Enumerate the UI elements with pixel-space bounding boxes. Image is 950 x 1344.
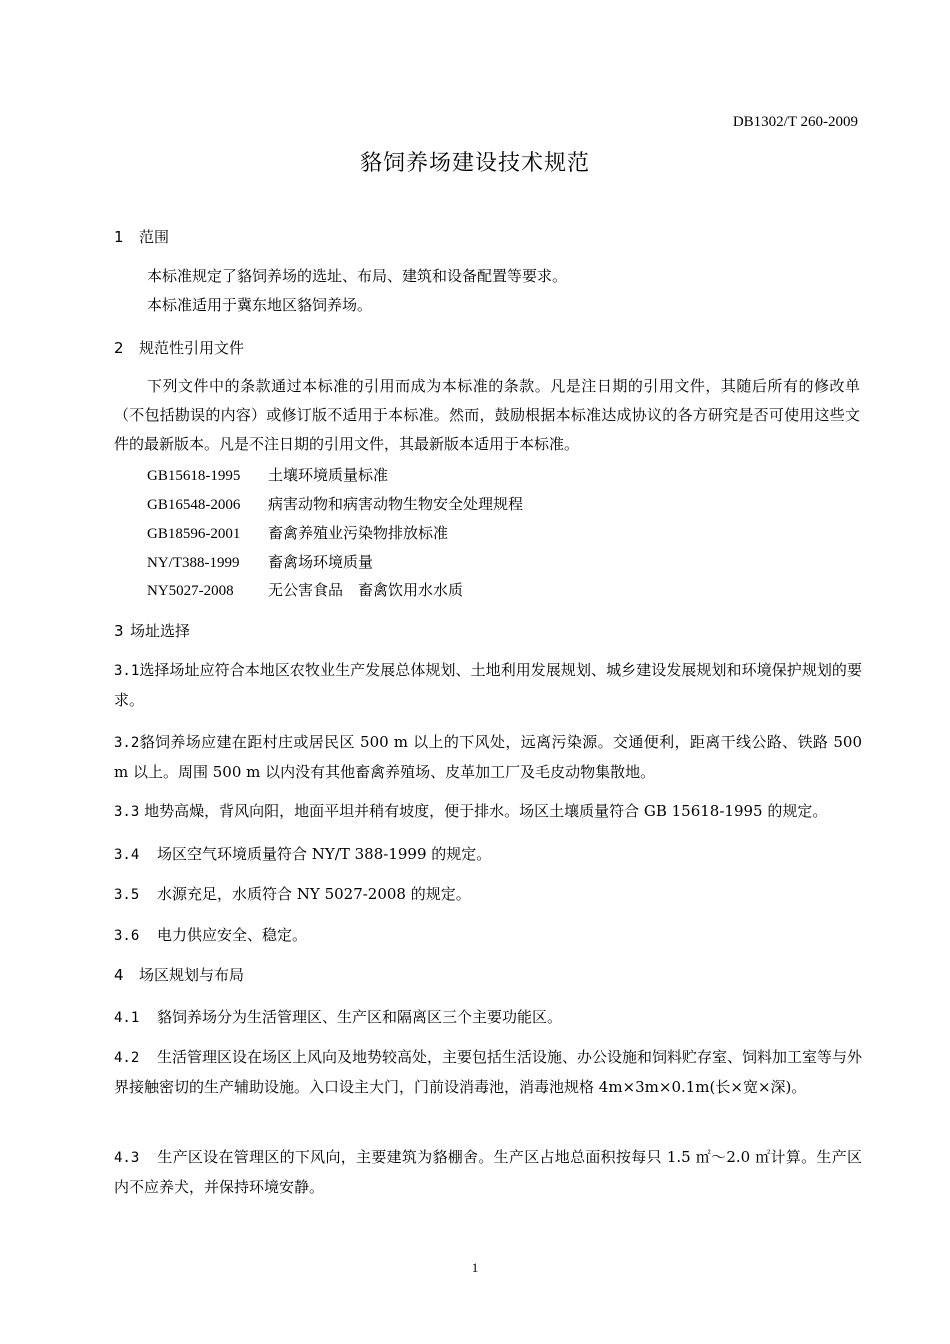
section-4-heading xyxy=(114,964,244,985)
reference-name: 无公害食品 畜禽饮用水水质 xyxy=(268,581,464,599)
section-1-title: 范围 xyxy=(139,228,170,246)
clause-number: 3.3 xyxy=(114,804,140,820)
section-3-title: 场址选择 xyxy=(130,622,191,640)
section-2-intro: 下列文件中的条款通过本标准的引用而成为本标准的条款。凡是注日期的引用文件，其随后所有的修改单（不包括勘误的内容）或修订版不适用于本标准。然而，鼓励根据本标准达成协议的各方研究是否可使用这些文件的最新版本。凡是不注日期的引用文件，其最新版本适用于本标准。 xyxy=(114,377,860,453)
reference-code: GB16548-2006 xyxy=(147,497,241,513)
section-1-paragraph-2: 本标准适用于冀东地区貉饲养场。 xyxy=(147,296,373,314)
section-2-title: 规范性引用文件 xyxy=(139,339,245,357)
reference-name: 病害动物和病害动物生物安全处理规程 xyxy=(268,495,524,513)
clause-3-1 xyxy=(114,656,862,715)
clause-number: 3.5 xyxy=(114,887,140,903)
clause-4-3 xyxy=(114,1143,862,1202)
clause-number: 4.1 xyxy=(114,1010,140,1026)
reference-name: 畜禽养殖业污染物排放标准 xyxy=(268,524,449,542)
reference-item xyxy=(147,551,373,572)
clause-3-2 xyxy=(114,728,862,787)
clause-text: 貉饲养场分为生活管理区、生产区和隔离区三个主要功能区。 xyxy=(157,1008,563,1026)
reference-item xyxy=(147,522,448,543)
clause-3-4 xyxy=(114,840,862,870)
document-title: 貉饲养场建设技术规范 xyxy=(359,151,590,176)
clause-4-2 xyxy=(114,1043,862,1102)
reference-item xyxy=(147,493,523,514)
reference-code: GB18596-2001 xyxy=(147,526,241,542)
clause-text: 电力供应安全、稳定。 xyxy=(157,926,308,944)
clause-3-6 xyxy=(114,921,862,951)
standard-code: DB1302/T 260-2009 xyxy=(732,114,858,130)
clause-number: 4.2 xyxy=(114,1050,140,1066)
clause-number: 3.1 xyxy=(114,663,140,679)
reference-item xyxy=(147,579,463,600)
section-4-number: 4 xyxy=(114,966,124,984)
reference-code: NY5027-2008 xyxy=(147,583,234,599)
clause-number: 3.6 xyxy=(114,928,140,944)
page-number: 1 xyxy=(471,1260,479,1275)
reference-item xyxy=(147,464,388,485)
section-3-number: 3 xyxy=(114,622,124,640)
clause-text: 水源充足，水质符合 NY 5027-2008 的规定。 xyxy=(157,885,471,903)
section-1-heading xyxy=(114,226,169,247)
section-2-heading xyxy=(114,337,244,358)
clause-number: 3.4 xyxy=(114,847,140,863)
clause-number: 3.2 xyxy=(114,735,140,751)
section-1-number: 1 xyxy=(114,228,124,246)
reference-name: 土壤环境质量标准 xyxy=(268,466,389,484)
clause-4-1 xyxy=(114,1003,862,1033)
clause-3-3 xyxy=(114,797,862,827)
clause-text: 生活管理区设在场区上风向及地势较高处，主要包括生活设施、办公设施和饲料贮存室、饲料加工室等与外界接触密切的生产辅助设施。入口设主大门，门前设消毒池，消毒池规格 4m×3m×0.1m(长×宽×深)。 xyxy=(114,1048,863,1096)
clause-text: 选择场址应符合本地区农牧业生产发展总体规划、土地利用发展规划、城乡建设发展规划和环境保护规划的要求。 xyxy=(114,661,862,709)
reference-code: NY/T388-1999 xyxy=(147,555,240,571)
clause-number: 4.3 xyxy=(114,1150,140,1166)
clause-text: 生产区设在管理区的下风向，主要建筑为貉棚舍。生产区占地总面积按每只 1.5 ㎡～2.0 ㎡计算。生产区内不应养犬，并保持环境安静。 xyxy=(114,1148,862,1196)
reference-name: 畜禽场环境质量 xyxy=(268,553,374,571)
clause-text: 场区空气环境质量符合 NY/T 388-1999 的规定。 xyxy=(157,845,492,863)
section-1-paragraph-1: 本标准规定了貉饲养场的选址、布局、建筑和设备配置等要求。 xyxy=(147,267,568,285)
clause-text: 地势高燥，背风向阳，地面平坦并稍有坡度，便于排水。场区土壤质量符合 GB 15618-1995 的规定。 xyxy=(144,802,828,820)
clause-text: 貉饲养场应建在距村庄或居民区 500 m 以上的下风处，远离污染源。交通便利，距离干线公路、铁路 500 m 以上。周围 500 m 以内没有其他畜禽养殖场、皮革加工厂及毛皮动物集散地。 xyxy=(114,733,862,781)
section-3-heading xyxy=(114,620,190,641)
reference-code: GB15618-1995 xyxy=(147,468,241,484)
section-2-number: 2 xyxy=(114,339,124,357)
section-4-title: 场区规划与布局 xyxy=(139,966,245,984)
clause-3-5 xyxy=(114,880,862,910)
